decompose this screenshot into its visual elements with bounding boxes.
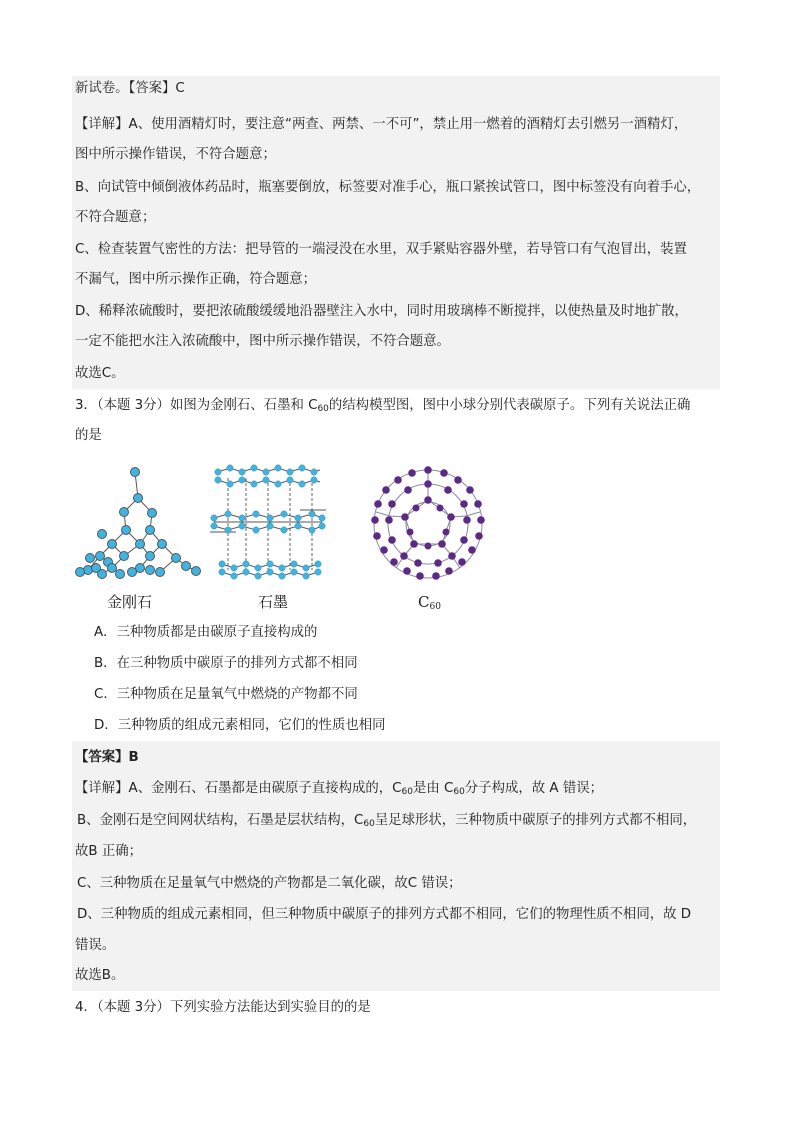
q3-text: 的结构模型图，图中小球分别代表碳原子。下列有关说法正确 [328,398,691,413]
option-a: A．三种物质都是由碳原子直接构成的 [94,625,318,640]
text-line: 【详解】A、使用酒精灯时，要注意“两查、两禁、一不可”，禁止用一燃着的酒精灯去引燃另一酒精灯， [75,117,688,132]
text-line: 一定不能把水注入浓硫酸中，图中所示操作错误，不符合题意。 [75,334,450,349]
explanation-text: 分子构成，故 A 错误； [464,781,603,796]
c60-label-text: C [418,593,430,611]
subscript: 60 [401,787,413,797]
question-4-stem: 4．（本题 3分）下列实验方法能达到实验目的的是 [75,1000,371,1015]
q3-text: 3．（本题 3分）如图为金刚石、石墨和 C [75,398,318,413]
graphite-label: 石墨 [258,593,289,611]
question-3-stem [75,397,690,418]
c60-label [418,593,441,612]
diamond-structure-image [76,468,201,579]
c60-label-subscript: 60 [429,602,441,612]
q3-subscript: 60 [317,404,329,414]
text-line: 不符合题意； [75,210,156,225]
option-b: B．在三种物质中碳原子的排列方式都不相同 [94,656,358,671]
explanation-text: 是由 C [412,781,454,796]
text-line: B、向试管中倾倒液体药品时，瓶塞要倒放，标签要对准手心，瓶口紧挨试管口，图中标签没有向着手心， [75,180,701,195]
explanation-text: 【详解】A、金刚石、石墨都是由碳原子直接构成的，C [75,781,402,796]
text-line: 新试卷。【答案】C [75,81,185,96]
explanation-line: 故B 正确； [75,844,143,859]
question-3-stem-cont: 的是 [75,428,102,443]
text-line: C、检查装置气密性的方法：把导管的一端浸没在水里，双手紧贴容器外壁，若导管口有气泡冒出，装置 [75,242,687,257]
explanation-line: C、三种物质在足量氧气中燃烧的产物都是二氧化碳，故C 错误； [77,876,462,891]
explanation-text: B、金刚石是空间网状结构，石墨是层状结构，C [77,813,364,828]
subscript: 60 [363,819,375,829]
graphite-structure-image [210,465,326,579]
explanation-line [75,780,603,801]
subscript: 60 [453,787,465,797]
text-line: 图中所示操作错误，不符合题意； [75,147,276,162]
diamond-label: 金刚石 [107,593,153,611]
c60-structure-image [371,466,485,580]
explanation-line: 错误。 [75,938,116,953]
text-line: D、稀释浓硫酸时，要把浓硫酸缓缓地沿器壁注入水中，同时用玻璃棒不断搅拌，以使热量及时地扩散， [75,304,688,319]
answer-label: 【答案】B [75,750,139,765]
text-line: 故选C。 [75,366,125,381]
answer-block-background-2 [72,741,720,991]
explanation-line: 故选B。 [75,968,125,983]
option-c: C．三种物质在足量氧气中燃烧的产物都不同 [94,687,358,702]
explanation-line [77,812,696,833]
explanation-text: 呈足球形状，三种物质中碳原子的排列方式都不相同， [374,813,697,828]
explanation-line: D、三种物质的组成元素相同，但三种物质中碳原子的排列方式都不相同，它们的物理性质不相同，故 D [77,907,692,922]
text-line: 不漏气，图中所示操作正确，符合题意； [75,272,317,287]
option-d: D．三种物质的组成元素相同，它们的性质也相同 [94,718,386,733]
